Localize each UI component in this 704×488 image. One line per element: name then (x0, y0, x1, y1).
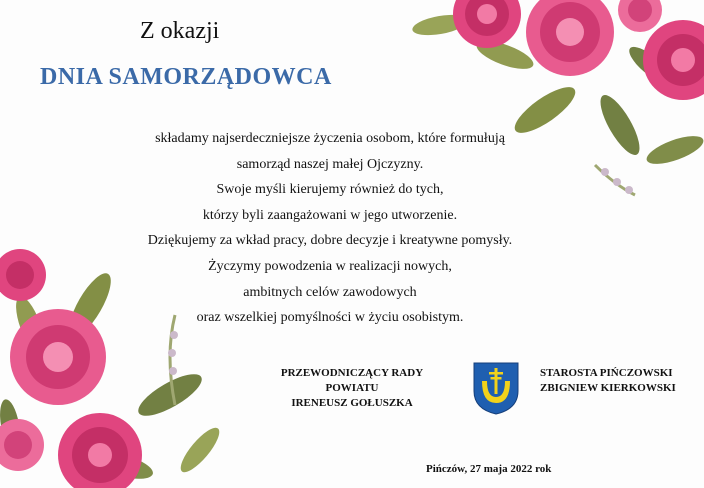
wish-line: oraz wszelkiej pomyślności w życiu osobistym. (196, 310, 464, 326)
signature-starosta (540, 366, 702, 396)
wish-line: samorząd naszej małej Ojczyzny. (236, 156, 424, 172)
wish-line: Swoje myśli kierujemy również do tych, (216, 182, 444, 198)
wish-line: ambitnych celów zawodowych (243, 284, 417, 300)
signature-title: STAROSTA PIŃCZOWSKI (540, 367, 673, 379)
occasion-heading: Z okazji (140, 18, 220, 44)
coat-of-arms-icon (472, 361, 520, 415)
wish-line: Życzymy powodzenia w realizacji nowych, (208, 258, 452, 274)
signature-name: ZBIGNIEW KIERKOWSKI (540, 382, 676, 394)
place-and-date: Pińczów, 27 maja 2022 rok (426, 463, 552, 475)
wish-line: Dziękujemy za wkład pracy, dobre decyzje i kreatywne pomysły. (147, 233, 513, 249)
wishes-text (110, 126, 550, 331)
event-title: DNIA SAMORZĄDOWCA (40, 64, 332, 90)
signature-council-chairman (258, 366, 446, 411)
wish-line: składamy najserdeczniejsze życzenia osobom, które formułują (155, 131, 505, 146)
wish-line: którzy byli zaangażowani w jego utworzenie. (202, 207, 458, 223)
signature-name: IRENEUSZ GOŁUSZKA (291, 397, 413, 409)
signature-title: PRZEWODNICZĄCY RADY POWIATU (280, 367, 424, 394)
